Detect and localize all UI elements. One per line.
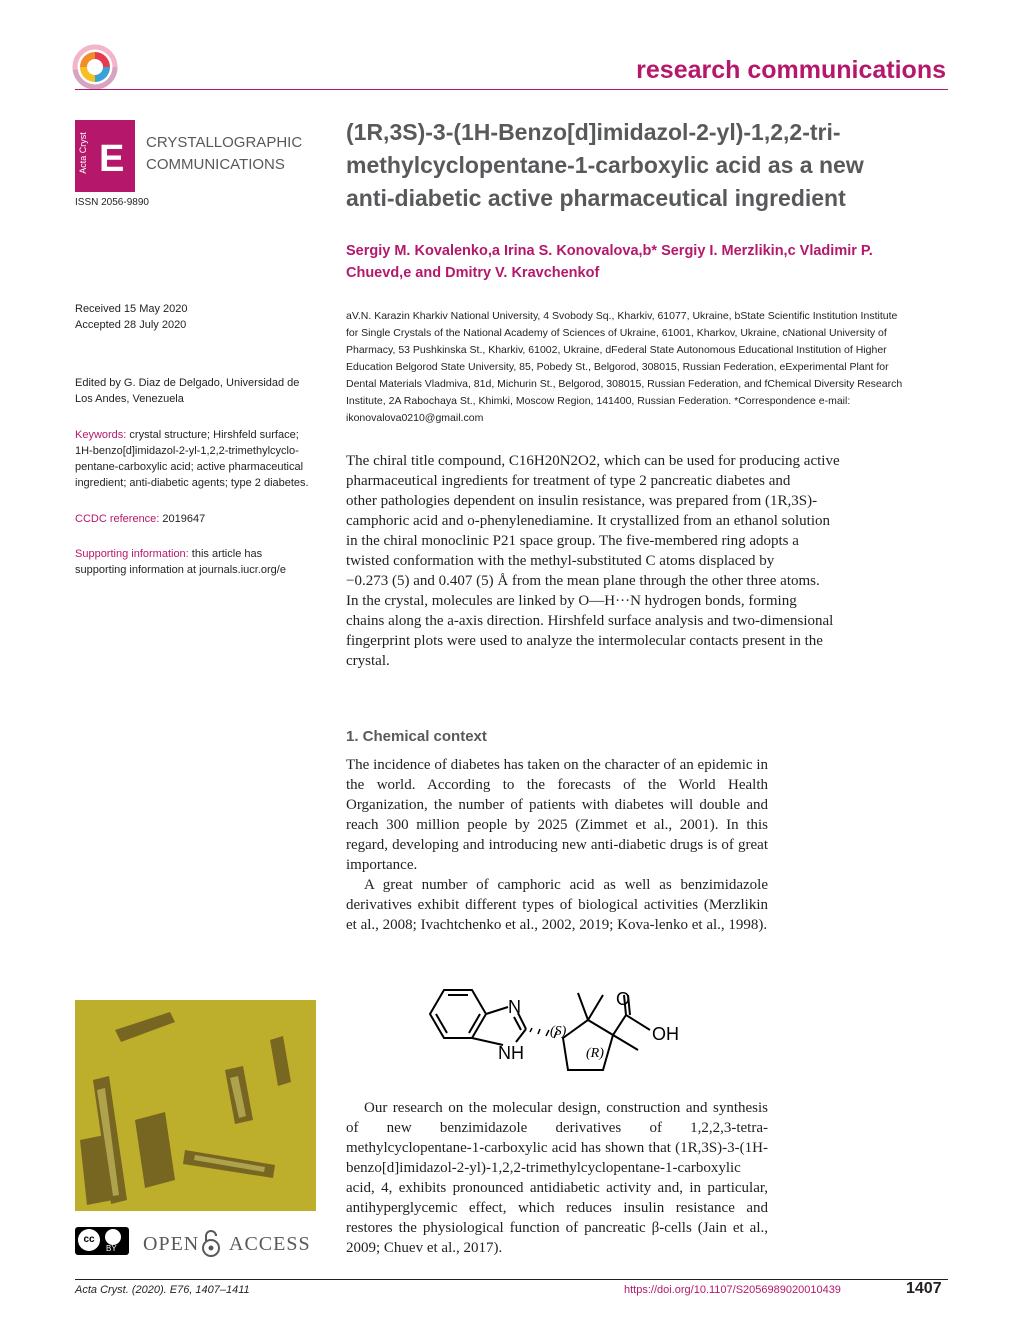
abstract-line: In the crystal, molecules are linked by O—H···N hydrogen bonds, forming — [346, 593, 797, 609]
paragraph: A great number of camphoric acid as well as benzimidazole derivatives exhibit different types of biological activities (Merzlikin et al., 2008; Ivachtchenko et al., 2002, 2019; Kova-lenko et al., 1998). — [346, 877, 768, 933]
abstract — [346, 451, 888, 671]
affiliation-line: ikonovalova0210@gmail.com — [346, 412, 484, 424]
authors — [346, 240, 946, 284]
abstract-line: pharmaceutical ingredients for treatment of type 2 pancreatic diabetes and — [346, 473, 791, 489]
chemical-structure — [428, 985, 698, 1080]
cc-by-icon: cc BY — [75, 1227, 129, 1255]
keywords-1: crystal structure; Hirshfeld surface; — [126, 429, 299, 441]
section1-text — [346, 755, 768, 935]
accepted-date: Accepted 28 July 2020 — [75, 319, 187, 331]
journal-badge — [75, 120, 135, 192]
journal-name-1: CRYSTALLOGRAPHIC — [146, 134, 303, 151]
cc-by-label: BY — [106, 1244, 117, 1253]
keywords-2: 1H-benzo[d]imidazol-2-yl-1,2,2-trimethylcyclo- — [75, 445, 299, 457]
crystal-photo — [75, 1000, 316, 1211]
affiliations — [346, 308, 951, 427]
abstract-line: in the chiral monoclinic P21 space group. The five-membered ring adopts a — [346, 533, 799, 549]
footer-citation: Acta Cryst. (2020). E76, 1407–1411 — [75, 1284, 250, 1296]
edited-by: Edited by G. Diaz de Delgado, Universidad de — [75, 377, 300, 389]
iucr-logo-icon — [72, 44, 118, 90]
keywords-3: pentane-carboxylic acid; active pharmaceutical — [75, 461, 304, 473]
open-access-lock-icon — [201, 1228, 221, 1258]
title-line-3: anti-diabetic active pharmaceutical ingredient — [346, 185, 846, 211]
page-number: 1407 — [906, 1280, 942, 1297]
article-title — [346, 116, 946, 215]
issn: ISSN 2056-9890 — [75, 197, 149, 208]
paragraph: The incidence of diabetes has taken on the character of an epidemic in the world. According to the forecasts of the World Health Organization, the number of patients with diabetes will double and reach 300 million people by 2025 (Zimmet et al., 2001). In this regard, developing and introducing new anti-diabetic drugs is of great importance. — [346, 757, 768, 873]
edited-by-2: Los Andes, Venezuela — [75, 393, 184, 405]
affiliation-line: Dental Materials Vladmiva, 81d, Michurin St., Belgorod, 308015, Russian Federation, and fChemical Diversity Research — [346, 378, 903, 390]
ccdc-label: CCDC reference: — [75, 513, 160, 525]
title-line-2: methylcyclopentane-1-carboxylic acid as a new — [346, 152, 864, 178]
authors-line-2: Chuevd,e and Dmitry V. Kravchenkof — [346, 265, 600, 281]
ccdc-value: 2019647 — [159, 513, 206, 525]
stereo-r: (R) — [586, 1046, 604, 1061]
supp-label: Supporting information: — [75, 548, 189, 560]
atom-oh: OH — [652, 1024, 679, 1044]
abstract-line: The chiral title compound, C16H20N2O2, which can be used for producing active — [346, 453, 840, 469]
journal-badge-letter: E — [99, 138, 125, 180]
paragraph: Our research on the molecular design, construction and synthesis of new benzimidazole derivatives of 1,2,2,3-tetra-methylcyclopentane-1-carboxylic acid has shown that (1R,3S)-3-(1H-benzo[d]imidazol-2-yl)-1,2,2-trimethylcyclopentane-1-carboxylic acid, 4, exhibits pronounced antidiabetic activity and, in particular, antihyperglycemic effect, which reduces insulin resistance and restores the physiological function of pancreatic β-cells (Jain et al., 2009; Chuev et al., 2017). — [346, 1100, 768, 1256]
affiliation-line: Institute, 2A Rabochaya St., Khimki, Moscow Region, 141400, Russian Federation. *Correspondence e-mail: — [346, 395, 851, 407]
abstract-line: fingerprint plots were used to analyze the intermolecular contacts present in the — [346, 633, 823, 649]
supp-2[interactable]: supporting information at journals.iucr.org/e — [75, 564, 286, 576]
received-date: Received 15 May 2020 — [75, 303, 188, 315]
affiliation-line: aV.N. Karazin Kharkiv National University, 4 Svobody Sq., Kharkiv, 61077, Ukraine, bState Scientific Institution Institute — [346, 310, 898, 322]
section-label: research communications — [636, 56, 946, 84]
authors-line-1: Sergiy M. Kovalenko,a Irina S. Konovalova,b* Sergiy I. Merzlikin,c Vladimir P. — [346, 243, 873, 259]
open-text: OPEN — [143, 1233, 200, 1255]
abstract-line: −0.273 (5) and 0.407 (5) Å from the mean plane through the other three atoms. — [346, 573, 820, 589]
journal-badge-vertical: Acta Cryst — [78, 132, 88, 174]
journal-name-2: COMMUNICATIONS — [146, 156, 285, 173]
section-heading: 1. Chemical context — [346, 728, 487, 745]
atom-nh: NH — [498, 1043, 524, 1063]
affiliation-line: Pharmacy, 53 Pushkinska St., Kharkiv, 61002, Ukraine, dFederal State Autonomous Educational Institution of Higher — [346, 344, 887, 356]
abstract-line: crystal. — [346, 653, 390, 669]
abstract-line: camphoric acid and o-phenylenediamine. It crystallized from an ethanol solution — [346, 513, 830, 529]
header-rule — [75, 89, 948, 90]
supp-1: this article has — [188, 548, 263, 560]
section1-text-continued — [346, 1098, 768, 1258]
sidebar — [75, 301, 325, 578]
affiliation-line: for Single Crystals of the National Academy of Sciences of Ukraine, 61001, Kharkov, Ukraine, cNational University of — [346, 327, 887, 339]
footer-doi[interactable]: https://doi.org/10.1107/S2056989020010439 — [624, 1284, 841, 1296]
title-line-1: (1R,3S)-3-(1H-Benzo[d]imidazol-2-yl)-1,2,2-tri- — [346, 119, 841, 145]
footer-rule — [75, 1279, 948, 1280]
keywords-4: ingredient; anti-diabetic agents; type 2 diabetes. — [75, 477, 309, 489]
abstract-line: other pathologies dependent on insulin resistance, was prepared from (1R,3S)- — [346, 493, 818, 509]
access-text: ACCESS — [229, 1233, 311, 1255]
stereo-s: (S) — [550, 1024, 567, 1039]
atom-n: N — [508, 997, 521, 1017]
keywords-label: Keywords: — [75, 429, 127, 441]
abstract-line: chains along the a-axis direction. Hirshfeld surface analysis and two-dimensional — [346, 613, 834, 629]
affiliation-line: Education Belgorod State University, 85, Pobedy St., Belgorod, 308015, Russian Federation, eExperimental Plant for — [346, 361, 889, 373]
abstract-line: twisted conformation with the methyl-substituted C atoms displaced by — [346, 553, 775, 569]
atom-o: O — [616, 989, 631, 1009]
